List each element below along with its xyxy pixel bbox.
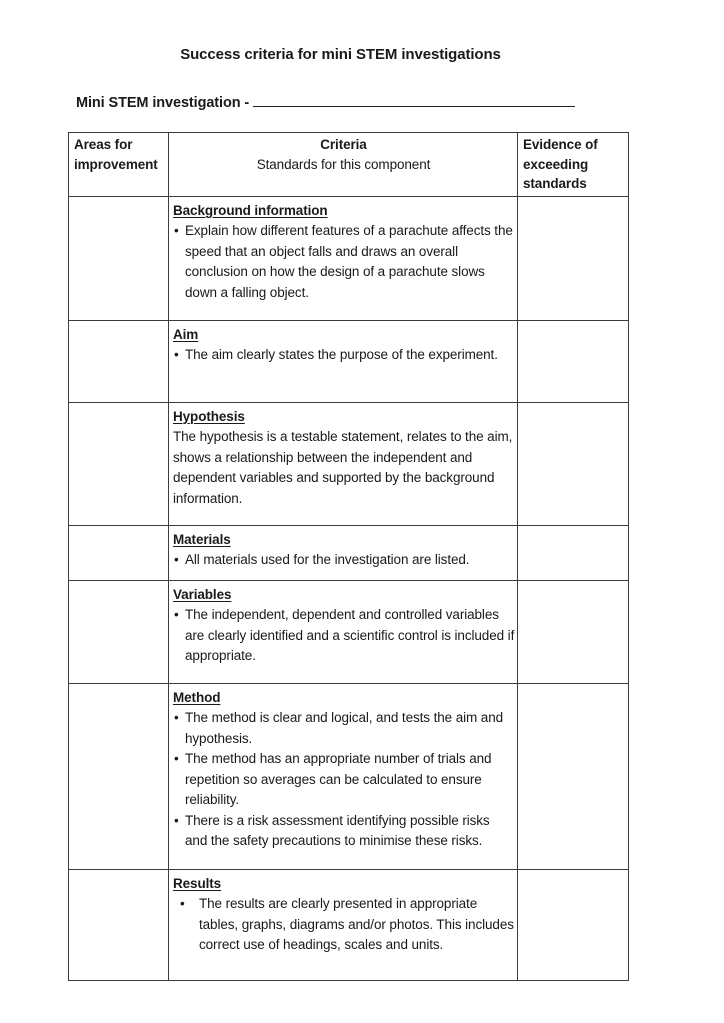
evidence-cell[interactable]: [518, 320, 629, 402]
areas-for-improvement-cell[interactable]: [69, 196, 169, 320]
table-row: [69, 196, 629, 320]
table-row: [69, 320, 629, 402]
evidence-cell[interactable]: [518, 580, 629, 683]
criteria-section-heading: Results: [173, 875, 222, 891]
evidence-cell[interactable]: [518, 196, 629, 320]
evidence-cell[interactable]: [518, 869, 629, 980]
header-criteria-title: Criteria: [320, 137, 367, 152]
criteria-section-heading: Hypothesis: [173, 408, 245, 424]
criteria-cell: [169, 580, 518, 683]
criteria-cell: [169, 869, 518, 980]
criteria-bullet: • The results are clearly presented in appropriate tables, graphs, diagrams and/or photos. This includes correct use of headings, scales and units.: [173, 894, 515, 956]
criteria-section-heading: Aim: [173, 326, 199, 342]
criteria-bullet-list: [173, 708, 515, 852]
criteria-section-heading: Materials: [173, 531, 231, 547]
table-header-row: [69, 133, 629, 197]
evidence-cell[interactable]: [518, 402, 629, 525]
criteria-section-heading: Method: [173, 689, 221, 705]
areas-for-improvement-cell[interactable]: [69, 580, 169, 683]
criteria-bullet-list: [173, 345, 515, 366]
table-row: [69, 683, 629, 869]
criteria-cell: [169, 320, 518, 402]
criteria-bullet: • The method is clear and logical, and tests the aim and hypothesis.: [173, 708, 515, 749]
areas-for-improvement-cell[interactable]: [69, 402, 169, 525]
investigation-name-blank-field[interactable]: [253, 94, 575, 107]
criteria-cell: [169, 683, 518, 869]
criteria-cell: [169, 525, 518, 580]
areas-for-improvement-cell[interactable]: [69, 525, 169, 580]
areas-for-improvement-cell[interactable]: [69, 683, 169, 869]
criteria-bullet-list: [173, 221, 515, 303]
table-row: [69, 525, 629, 580]
table-row: [69, 869, 629, 980]
criteria-section-heading: Background information: [173, 202, 328, 218]
criteria-bullet: • There is a risk assessment identifying possible risks and the safety precautions to minimise these risks.: [173, 811, 515, 852]
criteria-bullet: • Explain how different features of a parachute affects the speed that an object falls and draws an overall conclusion on how the design of a parachute slows down a falling object.: [173, 221, 515, 303]
criteria-bullet-list: [173, 550, 515, 571]
criteria-section-heading: Variables: [173, 586, 232, 602]
criteria-bullet-list: [173, 894, 515, 956]
criteria-table: [68, 132, 629, 981]
table-row: [69, 580, 629, 683]
criteria-cell: [169, 402, 518, 525]
table-row: [69, 402, 629, 525]
criteria-paragraph: The hypothesis is a testable statement, relates to the aim, shows a relationship between the independent and dependent variables and supported by the background information.: [173, 429, 513, 506]
areas-for-improvement-cell[interactable]: [69, 320, 169, 402]
criteria-bullet: • The independent, dependent and controlled variables are clearly identified and a scientific control is included if appropriate.: [173, 605, 515, 667]
criteria-cell: [169, 196, 518, 320]
criteria-bullet: • The method has an appropriate number of trials and repetition so averages can be calculated to ensure reliability.: [173, 749, 515, 811]
header-areas-for-improvement: Areas for improvement: [69, 133, 169, 197]
criteria-bullet-list: [173, 605, 515, 667]
page-title: Success criteria for mini STEM investigations: [180, 46, 501, 63]
evidence-cell[interactable]: [518, 683, 629, 869]
header-evidence-of-exceeding-standards: Evidence of exceeding standards: [518, 133, 629, 197]
evidence-cell[interactable]: [518, 525, 629, 580]
header-criteria: [169, 133, 518, 197]
investigation-name-line: [76, 94, 724, 111]
investigation-name-label: Mini STEM investigation -: [76, 95, 250, 111]
criteria-bullet: • The aim clearly states the purpose of the experiment.: [173, 345, 515, 366]
document-page: [0, 46, 724, 1023]
header-criteria-subtitle: Standards for this component: [256, 156, 431, 172]
criteria-bullet: • All materials used for the investigation are listed.: [173, 550, 515, 571]
areas-for-improvement-cell[interactable]: [69, 869, 169, 980]
